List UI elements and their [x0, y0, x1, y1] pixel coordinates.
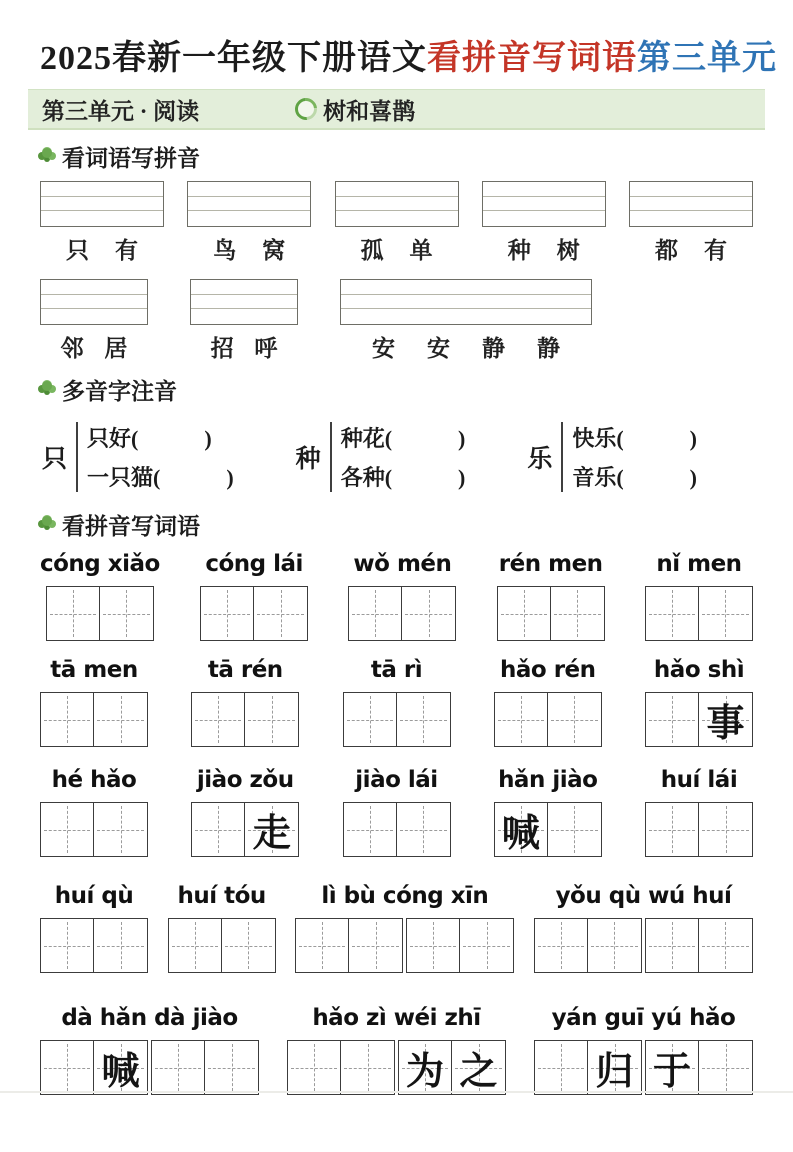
tree-icon [42, 381, 52, 391]
word-chars [340, 330, 592, 363]
writing-grid-4 [534, 1040, 753, 1095]
pinyin-word-item [40, 657, 148, 747]
grid-cell[interactable] [498, 587, 551, 640]
polyphone-group [42, 422, 234, 492]
pinyin-word-item [494, 767, 602, 857]
word-chars [40, 232, 164, 265]
pinyin-word-item [494, 657, 602, 747]
hanzi: 有 [115, 238, 138, 263]
prefilled-char: 为 [405, 1051, 444, 1093]
hanzi: 静 [537, 336, 560, 361]
grid-cell[interactable] [296, 919, 349, 972]
hanzi: 安 [427, 336, 450, 361]
section1-heading [40, 140, 753, 173]
pinyin-label: wǒ mén [353, 551, 452, 577]
grid-cell[interactable] [548, 693, 601, 746]
lesson-wrap [295, 93, 415, 126]
writing-grid[interactable] [40, 1040, 148, 1095]
grid-cell[interactable] [646, 1041, 699, 1094]
word-chars [629, 232, 753, 265]
pinyin-word-item [645, 767, 753, 857]
pinyin-writing-lines[interactable] [340, 279, 592, 325]
grid-cell[interactable] [535, 919, 588, 972]
grid-cell[interactable] [699, 803, 752, 856]
grid-cell[interactable] [588, 1041, 641, 1094]
hanzi: 安 [372, 336, 395, 361]
hanzi: 鸟 [213, 238, 237, 263]
grid-cell[interactable] [407, 919, 460, 972]
polyphone-lines [330, 422, 466, 492]
pinyin-label: dà hǎn dà jiào [61, 1005, 238, 1031]
writing-grid[interactable] [191, 802, 299, 857]
section2-heading-text: 多音字注音 [62, 379, 177, 404]
pinyin-writing-lines[interactable] [40, 279, 148, 325]
writing-grid[interactable] [497, 586, 605, 641]
prefilled-char: 归 [595, 1051, 634, 1093]
writing-grid[interactable] [398, 1040, 506, 1095]
polyphone-lines [76, 422, 234, 492]
writing-grid[interactable] [645, 802, 753, 857]
polyphone-char: 只 [42, 446, 68, 473]
section3-heading-text: 看拼音写词语 [62, 514, 200, 539]
writing-grid[interactable] [40, 918, 148, 973]
polyphone-char: 乐 [527, 446, 553, 473]
grid-cell[interactable] [205, 1041, 258, 1094]
grid-cell[interactable] [699, 693, 752, 746]
grid-cell[interactable] [41, 919, 94, 972]
pinyin-label: lì bù cóng xīn [321, 883, 489, 909]
pinyin-word-item [534, 883, 753, 973]
pinyin-line-item [190, 279, 298, 363]
grid-cell[interactable] [646, 919, 699, 972]
pinyin-label: tā rén [207, 657, 283, 683]
writing-grid[interactable] [295, 918, 403, 973]
pinyin-line-item [187, 181, 311, 265]
grid-cell[interactable] [452, 1041, 505, 1094]
grid-cell[interactable] [254, 587, 307, 640]
writing-grid[interactable] [287, 1040, 395, 1095]
grid-cell[interactable] [94, 919, 147, 972]
writing-grid[interactable] [191, 692, 299, 747]
pinyin-label: yǒu qù wú huí [555, 883, 732, 909]
pinyin-label: hǎo rén [499, 657, 596, 683]
grid-cell[interactable] [349, 587, 402, 640]
pinyin-label: hǎo shì [653, 657, 745, 683]
grid-cell[interactable] [397, 693, 450, 746]
grid-cell[interactable] [288, 1041, 341, 1094]
polyphone-group [527, 422, 697, 492]
grid-cell[interactable] [349, 919, 402, 972]
pinyin-word-item [191, 767, 299, 857]
tree-icon [42, 516, 52, 526]
recycle-leaf-icon [291, 94, 322, 125]
prefilled-char: 喊 [501, 813, 540, 855]
pinyin-word-item [40, 883, 148, 973]
grid-cell[interactable] [192, 693, 245, 746]
title-blue: 第三单元 [637, 40, 777, 77]
grid-cell[interactable] [245, 803, 298, 856]
pinyin-word-item [497, 551, 605, 641]
lesson-title: 树和喜鹊 [323, 98, 416, 124]
grid-cell[interactable] [495, 693, 548, 746]
word-chars [190, 330, 298, 363]
hanzi: 种 [507, 238, 531, 263]
pinyin-word-item [40, 1005, 259, 1095]
prefilled-char: 事 [706, 703, 745, 745]
polyphone-blank[interactable]: 快乐( ) [572, 426, 698, 451]
pinyin-label: jiào zǒu [196, 767, 294, 793]
pinyin-label: cóng xiǎo [40, 551, 160, 577]
polyphone-blank[interactable]: 种花( ) [340, 426, 466, 451]
pinyin-label: huí qù [54, 883, 134, 909]
pinyin-word-item [343, 657, 451, 747]
pinyin-label: jiào lái [355, 767, 438, 793]
writing-grid[interactable] [348, 586, 456, 641]
worksheet-page [0, 30, 793, 1095]
prefilled-char: 喊 [101, 1051, 140, 1093]
grid-cell[interactable] [699, 1041, 752, 1094]
writing-grid-4 [40, 1040, 259, 1095]
pinyin-line-row-1 [40, 181, 753, 265]
hanzi: 居 [104, 336, 128, 361]
section2-heading [40, 373, 753, 406]
grid-cell[interactable] [47, 587, 100, 640]
pinyin-writing-lines[interactable] [187, 181, 311, 227]
word-chars [335, 232, 459, 265]
tree-icon [42, 148, 52, 158]
pinyin-label: hǎn jiào [498, 767, 598, 793]
hanzi: 都 [655, 238, 678, 263]
pinyin-writing-lines[interactable] [482, 181, 606, 227]
pinyin-writing-lines[interactable] [40, 181, 164, 227]
pinyin-label: cóng lái [205, 551, 303, 577]
pinyin-line-item [40, 181, 164, 265]
writing-grid[interactable] [168, 918, 276, 973]
grid-cell[interactable] [94, 803, 147, 856]
grid-cell[interactable] [344, 803, 397, 856]
writing-grid-4 [295, 918, 514, 973]
pinyin-line-item [629, 181, 753, 265]
grid-cell[interactable] [169, 919, 222, 972]
writing-grid[interactable] [46, 586, 154, 641]
grid-cell[interactable] [94, 1041, 147, 1094]
writing-grid[interactable] [406, 918, 514, 973]
writing-grid[interactable] [343, 692, 451, 747]
grid-cell[interactable] [548, 803, 601, 856]
hanzi: 孤 [360, 238, 384, 263]
grid-cell[interactable] [41, 693, 94, 746]
writing-grid[interactable] [645, 918, 753, 973]
pinyin-line-item [40, 279, 148, 363]
hanzi: 有 [704, 238, 727, 263]
pinyin-word-item [645, 551, 753, 641]
writing-grid[interactable] [645, 586, 753, 641]
grid-cell[interactable] [646, 587, 699, 640]
word-chars [187, 232, 311, 265]
grid-cell[interactable] [646, 693, 699, 746]
pinyin-label: tā men [50, 657, 138, 683]
grid-cell[interactable] [201, 587, 254, 640]
grid-cell[interactable] [551, 587, 604, 640]
pinyin-word-item [287, 1005, 506, 1095]
grid-cell[interactable] [222, 919, 275, 972]
writing-grid[interactable] [494, 692, 602, 747]
grid-cell[interactable] [152, 1041, 205, 1094]
pinyin-label: huí tóu [177, 883, 266, 909]
prefilled-char: 之 [459, 1051, 498, 1093]
pinyin-line-row-2 [40, 279, 753, 363]
pinyin-writing-lines[interactable] [629, 181, 753, 227]
title-red: 看拼音写词语 [427, 40, 637, 77]
pinyin-word-row-1 [40, 551, 753, 641]
prefilled-char: 走 [252, 813, 291, 855]
polyphone-blank[interactable]: 各种( ) [340, 465, 466, 490]
unit-label: 第三单元 · 阅读 [42, 98, 200, 124]
pinyin-word-row-4 [40, 883, 753, 973]
hanzi: 只 [66, 238, 89, 263]
hanzi: 窝 [262, 238, 286, 263]
word-chars [40, 330, 148, 363]
grid-cell[interactable] [699, 587, 752, 640]
hanzi: 单 [409, 238, 433, 263]
pinyin-writing-lines[interactable] [190, 279, 298, 325]
polyphone-row [42, 422, 753, 492]
polyphone-lines [561, 422, 697, 492]
pinyin-label: hǎo zì wéi zhī [312, 1005, 481, 1031]
pinyin-label: nǐ men [656, 551, 742, 577]
polyphone-group [296, 422, 466, 492]
grid-cell[interactable] [341, 1041, 394, 1094]
grid-cell[interactable] [245, 693, 298, 746]
pinyin-word-item [40, 767, 148, 857]
pinyin-word-row-2 [40, 657, 753, 747]
polyphone-blank[interactable]: 一只猫( ) [87, 465, 234, 490]
grid-cell[interactable] [41, 1041, 94, 1094]
writing-grid[interactable] [40, 692, 148, 747]
writing-grid[interactable] [200, 586, 308, 641]
grid-cell[interactable] [402, 587, 455, 640]
pinyin-word-item [295, 883, 514, 973]
writing-grid[interactable] [534, 1040, 642, 1095]
pinyin-word-item [534, 1005, 753, 1095]
pinyin-word-row-3 [40, 767, 753, 857]
pinyin-word-item [200, 551, 308, 641]
section1-heading-text: 看词语写拼音 [62, 146, 200, 171]
pinyin-line-item [340, 279, 592, 363]
grid-cell[interactable] [699, 919, 752, 972]
grid-cell[interactable] [646, 803, 699, 856]
writing-grid[interactable] [343, 802, 451, 857]
writing-grid[interactable] [494, 802, 602, 857]
pinyin-word-item [645, 657, 753, 747]
grid-cell[interactable] [94, 693, 147, 746]
writing-grid[interactable] [40, 802, 148, 857]
prefilled-char: 于 [652, 1051, 691, 1093]
grid-cell[interactable] [460, 919, 513, 972]
pinyin-line-item [335, 181, 459, 265]
writing-grid[interactable] [645, 1040, 753, 1095]
grid-cell[interactable] [41, 803, 94, 856]
pinyin-label: huí lái [660, 767, 738, 793]
grid-cell[interactable] [399, 1041, 452, 1094]
pinyin-label: rén men [498, 551, 603, 577]
polyphone-blank[interactable]: 只好( ) [87, 426, 212, 451]
pinyin-label: tā rì [370, 657, 423, 683]
hanzi: 呼 [254, 336, 278, 361]
hanzi: 邻 [60, 336, 84, 361]
grid-cell[interactable] [495, 803, 548, 856]
hanzi: 静 [482, 336, 505, 361]
writing-grid[interactable] [645, 692, 753, 747]
writing-grid-4 [534, 918, 753, 973]
pinyin-word-row-5 [40, 1005, 753, 1095]
grid-cell[interactable] [100, 587, 153, 640]
section3-heading [40, 508, 753, 541]
grid-cell[interactable] [535, 1041, 588, 1094]
polyphone-char: 种 [295, 446, 321, 473]
pinyin-line-item [482, 181, 606, 265]
writing-grid[interactable] [151, 1040, 259, 1095]
title-black: 2025春新一年级下册语文 [40, 40, 427, 77]
page-title [40, 30, 777, 79]
writing-grid[interactable] [534, 918, 642, 973]
grid-cell[interactable] [344, 693, 397, 746]
hanzi: 树 [556, 238, 580, 263]
pinyin-word-item [168, 883, 276, 973]
pinyin-writing-lines[interactable] [335, 181, 459, 227]
pinyin-word-item [348, 551, 456, 641]
pinyin-word-item [191, 657, 299, 747]
polyphone-blank[interactable]: 音乐( ) [572, 465, 698, 490]
unit-banner [28, 89, 765, 130]
pinyin-label: hé hǎo [51, 767, 137, 793]
grid-cell[interactable] [588, 919, 641, 972]
pinyin-label: yán guī yú hǎo [551, 1005, 736, 1031]
word-chars [482, 232, 606, 265]
writing-grid-4 [287, 1040, 506, 1095]
hanzi: 招 [210, 336, 234, 361]
pinyin-word-item [343, 767, 451, 857]
grid-cell[interactable] [192, 803, 245, 856]
grid-cell[interactable] [397, 803, 450, 856]
pinyin-word-item [40, 551, 160, 641]
